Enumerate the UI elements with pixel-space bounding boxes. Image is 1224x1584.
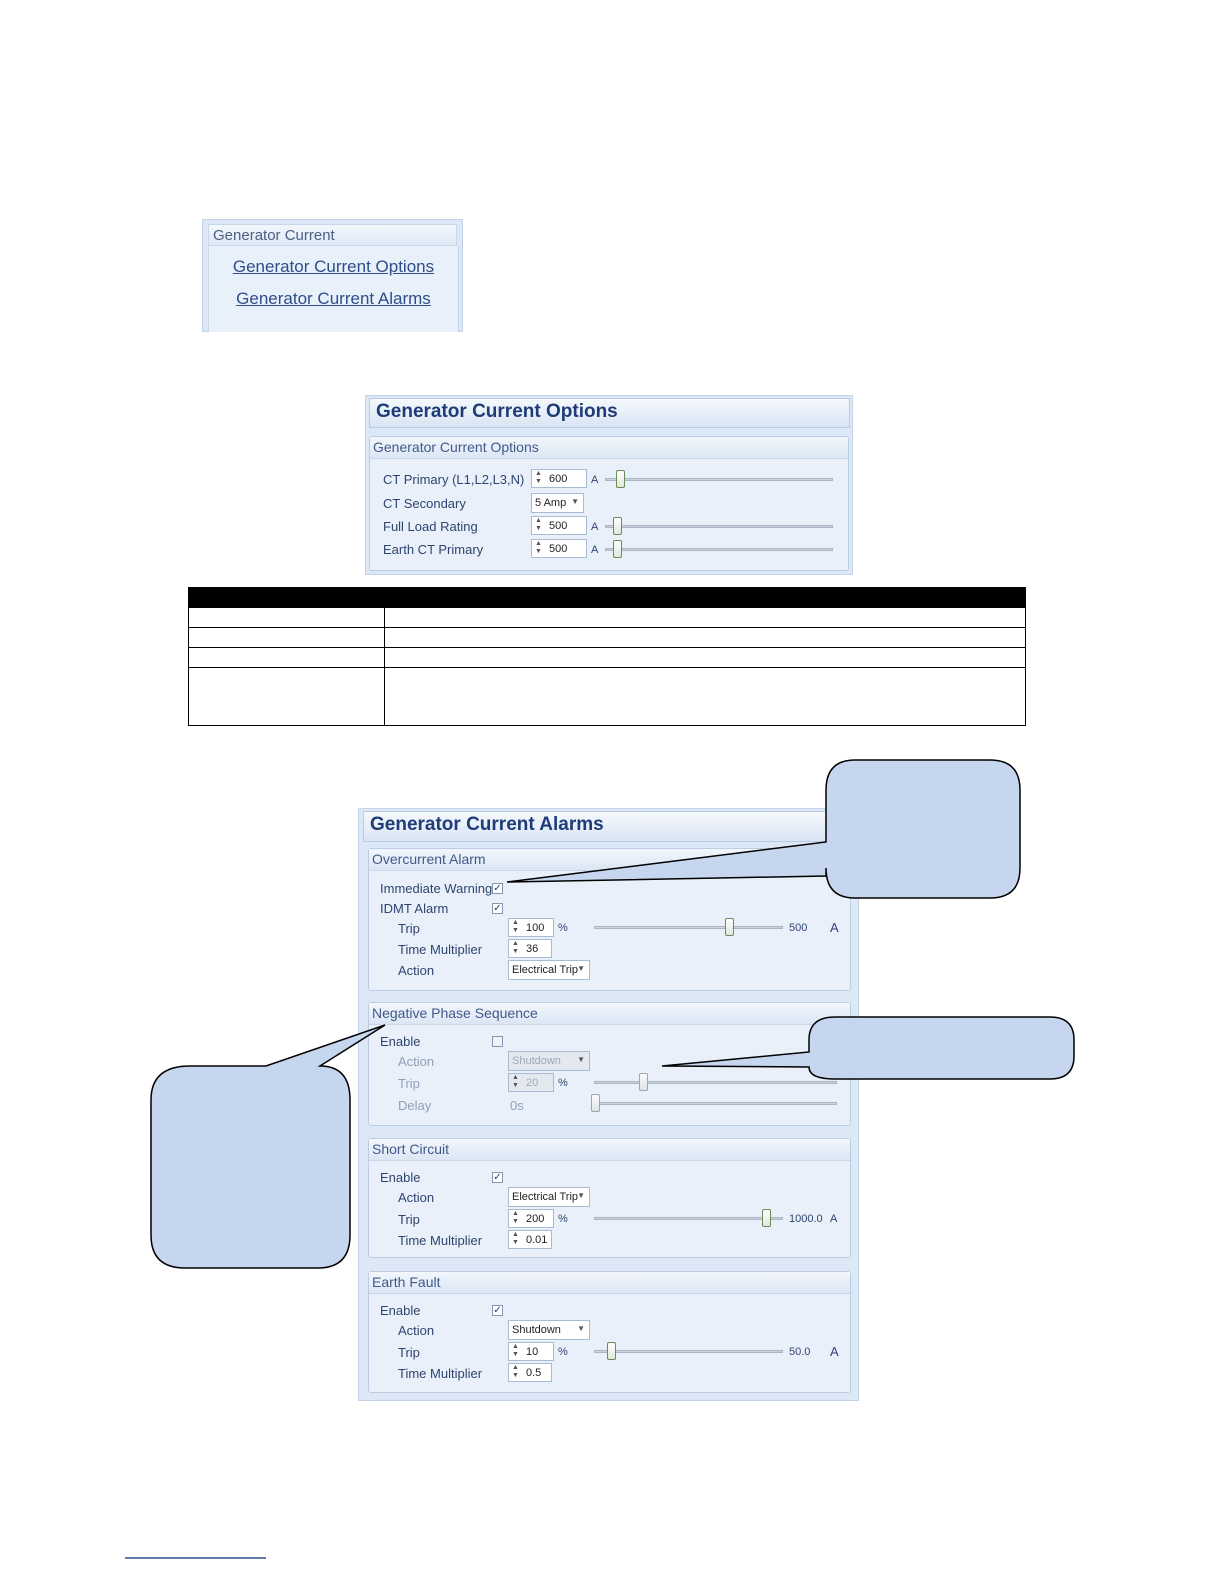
- nps-delay-value: 0s: [510, 1098, 524, 1113]
- earth-ct-label: Earth CT Primary: [383, 542, 484, 557]
- spinner-arrows-icon[interactable]: ▲ ▼: [512, 940, 519, 955]
- nps-trip-label: Trip: [398, 1076, 420, 1091]
- nps-trip-value: 20: [526, 1077, 539, 1089]
- chevron-down-icon[interactable]: ▼: [577, 1324, 585, 1333]
- ct-primary-unit: A: [591, 474, 599, 486]
- callout-left: [151, 1025, 385, 1268]
- spinner-arrows-icon[interactable]: ▲ ▼: [535, 517, 542, 532]
- earth-ct-value: 500: [549, 543, 568, 555]
- spinner-arrows-icon[interactable]: ▲ ▼: [512, 1074, 519, 1089]
- overcurrent-group-title: Overcurrent Alarm: [369, 849, 850, 871]
- ef-trip-label: Trip: [398, 1345, 420, 1360]
- nps-action-value: Shutdown: [512, 1055, 561, 1067]
- ef-enable-label: Enable: [380, 1303, 421, 1318]
- oc-time-multiplier-label: Time Multiplier: [398, 942, 483, 957]
- ct-secondary-label: CT Secondary: [383, 496, 466, 511]
- ct-primary-value: 600: [549, 473, 568, 485]
- oc-action-label: Action: [398, 963, 435, 978]
- sc-trip-amps: 1000.0: [789, 1213, 823, 1225]
- sc-trip-amps-unit: A: [830, 1213, 838, 1225]
- spinner-arrows-icon[interactable]: ▲ ▼: [512, 1231, 519, 1246]
- oc-action-value: Electrical Trip: [512, 964, 579, 976]
- sc-trip-label: Trip: [398, 1212, 420, 1227]
- ef-trip-value: 10: [526, 1346, 539, 1358]
- spinner-arrows-icon[interactable]: ▲ ▼: [512, 1210, 519, 1225]
- oc-trip-unit: %: [558, 922, 568, 934]
- earth-fault-group-title: Earth Fault: [369, 1272, 850, 1294]
- ef-action-value: Shutdown: [512, 1324, 561, 1336]
- ef-time-multiplier-value: 0.5: [526, 1367, 542, 1379]
- nps-delay-label: Delay: [398, 1098, 432, 1113]
- spinner-arrows-icon[interactable]: ▲ ▼: [535, 470, 542, 485]
- nav-header: Generator Current: [208, 224, 457, 246]
- chevron-down-icon[interactable]: ▼: [577, 1191, 585, 1200]
- ef-time-multiplier-label: Time Multiplier: [398, 1366, 483, 1381]
- nps-enable-label: Enable: [380, 1034, 421, 1049]
- nps-group-title: Negative Phase Sequence: [369, 1003, 850, 1025]
- sc-time-multiplier-label: Time Multiplier: [398, 1233, 483, 1248]
- ef-enable-checkbox[interactable]: ✓: [493, 1305, 502, 1316]
- sc-time-multiplier-value: 0.01: [526, 1234, 548, 1246]
- sc-enable-label: Enable: [380, 1170, 421, 1185]
- sc-trip-unit: %: [558, 1213, 568, 1225]
- options-group-title: Generator Current Options: [370, 437, 848, 459]
- spinner-arrows-icon[interactable]: ▲ ▼: [512, 1364, 519, 1379]
- ef-trip-amps: 50.0: [789, 1346, 811, 1358]
- sc-trip-value: 200: [526, 1213, 545, 1225]
- sc-action-value: Electrical Trip: [512, 1191, 579, 1203]
- link-generator-current-options[interactable]: Generator Current Options: [232, 257, 435, 276]
- page-title: Generator Current Options: [369, 398, 850, 428]
- idmt-alarm-checkbox[interactable]: ✓: [493, 903, 502, 914]
- oc-time-multiplier-value: 36: [526, 943, 539, 955]
- callout-top-right: [507, 760, 1020, 898]
- ef-action-label: Action: [398, 1323, 435, 1338]
- oc-trip-amps: 500: [789, 922, 808, 934]
- full-load-unit: A: [591, 521, 599, 533]
- oc-trip-label: Trip: [398, 921, 420, 936]
- spinner-arrows-icon[interactable]: ▲ ▼: [512, 919, 519, 934]
- sc-enable-checkbox[interactable]: ✓: [493, 1172, 502, 1183]
- nps-action-label: Action: [398, 1054, 435, 1069]
- nps-trip-unit: %: [558, 1077, 568, 1089]
- link-generator-current-alarms[interactable]: Generator Current Alarms: [236, 289, 431, 308]
- full-load-label: Full Load Rating: [383, 519, 478, 534]
- alarms-title: Generator Current Alarms: [363, 811, 853, 842]
- spinner-arrows-icon[interactable]: ▲ ▼: [512, 1343, 519, 1358]
- short-circuit-group-title: Short Circuit: [369, 1139, 850, 1161]
- earth-ct-unit: A: [591, 544, 599, 556]
- immediate-warning-label: Immediate Warning: [380, 881, 493, 896]
- oc-trip-amps-unit: A: [830, 920, 839, 935]
- idmt-alarm-label: IDMT Alarm: [380, 901, 449, 916]
- spinner-arrows-icon[interactable]: ▲ ▼: [535, 540, 542, 555]
- sc-action-label: Action: [398, 1190, 435, 1205]
- chevron-down-icon[interactable]: ▼: [577, 1055, 585, 1064]
- oc-trip-value: 100: [526, 922, 545, 934]
- chevron-down-icon[interactable]: ▼: [577, 964, 585, 973]
- chevron-down-icon[interactable]: ▼: [571, 497, 579, 506]
- ef-trip-unit: %: [558, 1346, 568, 1358]
- ct-secondary-value: 5 Amp: [535, 497, 567, 509]
- callout-right-middle: [662, 1017, 1074, 1079]
- ct-primary-label: CT Primary (L1,L2,L3,N): [383, 472, 525, 487]
- full-load-value: 500: [549, 520, 568, 532]
- ef-trip-amps-unit: A: [830, 1344, 839, 1359]
- immediate-warning-checkbox[interactable]: ✓: [493, 883, 502, 894]
